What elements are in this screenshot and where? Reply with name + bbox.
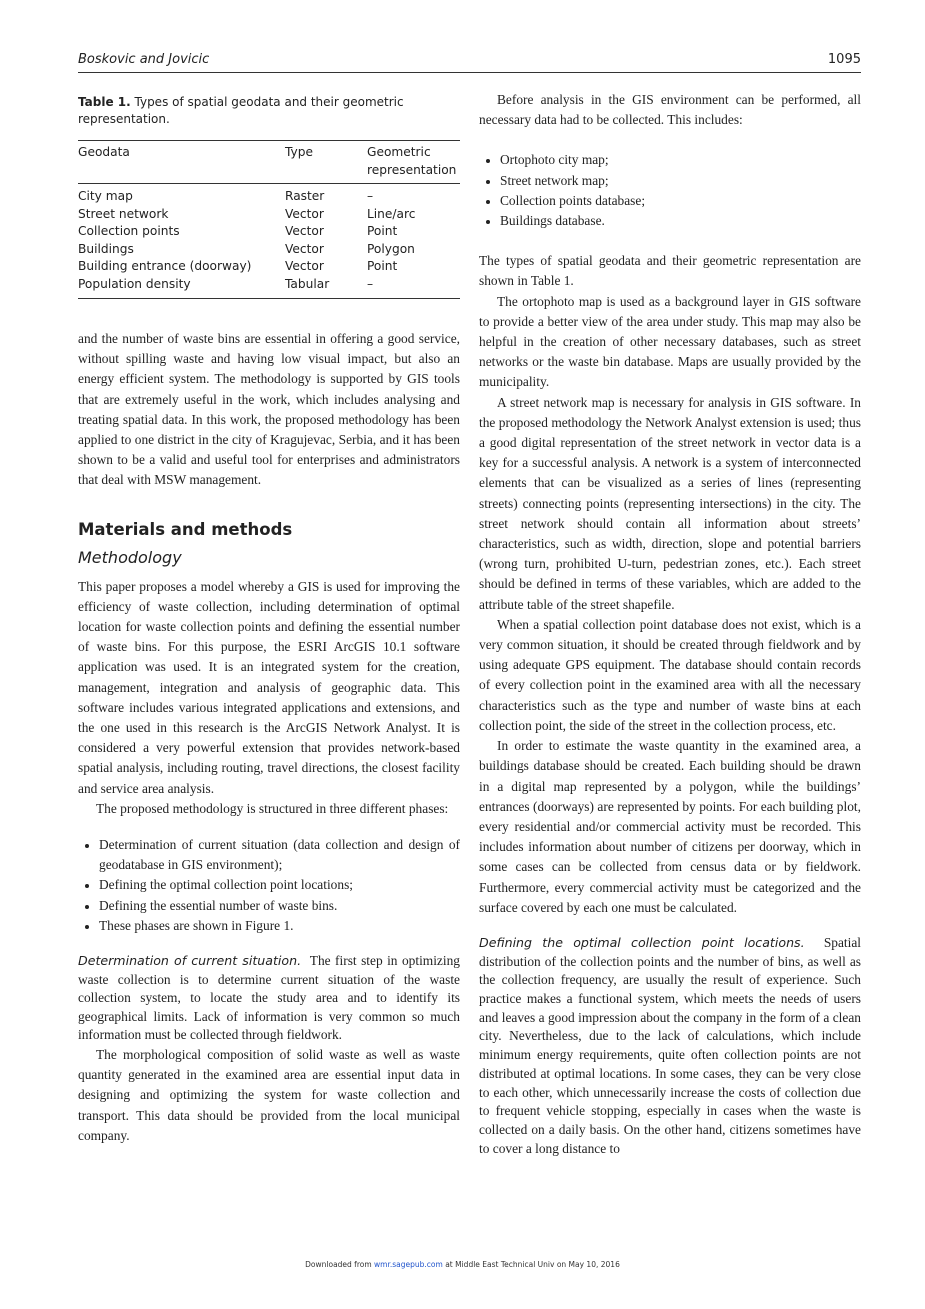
table-cell: Point [367, 224, 398, 238]
download-footer [0, 1260, 925, 1269]
table-cell: Street network [78, 206, 169, 221]
list-item: • Street network map; [500, 171, 861, 191]
subsection-heading: Methodology [78, 547, 182, 567]
table-cell: Line/arc [367, 206, 416, 221]
table-cell: Raster [285, 189, 325, 203]
current-situation-heading: Determination of current situation. [78, 953, 302, 969]
table-cell: Vector [285, 241, 324, 256]
table-caption-text: Types of spatial geodata and their geometric representation. [78, 95, 404, 126]
list-item: • Defining the essential number of waste bins. [99, 896, 460, 916]
running-header-authors: Boskovic and Jovicic [78, 52, 210, 67]
page-number: 1095 [827, 52, 861, 67]
list-item: • Determination of current situation (data collection and design of geodatabase in GIS environment); [99, 835, 460, 875]
buildings-database-paragraph: In order to estimate the waste quantity in the examined area, a buildings database should be created. Each building should be drawn in a digital map represented by a polygon, while the buildings’ entrances (doorways) are represented by points. For each building plot, every residential and/or commercial activity must be recorded. This includes information about number of citizens per doorway, which in some cases can be collected from census data or by fieldwork. Furthermore, every commercial activity must be categorized and the surface covered by each one must be calculated. [479, 738, 861, 915]
table-cell: Building entrance (doorway) [78, 259, 252, 273]
phases-list [78, 835, 460, 936]
data-list [479, 150, 861, 231]
table-cell: – [367, 276, 374, 291]
list-item: • These phases are shown in Figure 1. [99, 916, 460, 936]
table-row [78, 223, 460, 241]
types-paragraph: The types of spatial geodata and their geometric representation are shown in Table 1. [479, 253, 861, 289]
collection-database-paragraph: When a spatial collection point database does not exist, which is a very common situation, it should be created through fieldwork and by using adequate GPS equipment. The database should contain records of every collection point in the examined area with all the necessary characteristics such as the type and number of waste bins at each collection point, the side of the street in the collection process, etc. [479, 616, 861, 733]
list-item: • Collection points database; [500, 191, 861, 211]
table-label: Table 1. [78, 95, 131, 109]
table-cell: Vector [285, 259, 324, 273]
table-cell: Buildings [78, 241, 134, 256]
right-column [479, 90, 861, 1158]
street-network-paragraph: A street network map is necessary for analysis in GIS software. In the proposed methodology the Network Analyst extension is used; thus a good digital representation of the street network in vector data is a key for a successful analysis. A network is a system of interconnected elements that can be visualized as a series of lines (representing streets) connecting points (representing intersections) in the city. The street network should contain all information about streets’ characteristics, such as width, direction, slope and potential barriers (wrong turn, prohibited U-turn, pedestrian zones, etc.). Each street should be defined in terms of these variables, which are added to the attribute table of the street shapefile. [479, 394, 861, 612]
table-cell: Polygon [367, 241, 415, 256]
table-cell: Point [367, 259, 398, 273]
table-cell: Vector [285, 206, 324, 221]
table-cell: Collection points [78, 224, 180, 238]
section-heading: Materials and methods [78, 519, 293, 539]
list-item: • Buildings database. [500, 211, 861, 231]
optimal-locations-text: Spatial distribution of the collection points and the number of bins, as well as the collection frequency, are usually the result of experience. Such practice makes a functional system, which meets the needs of users and leaves a good impression about the company in the form of a clean city. Nevertheless, due to the lack of calculations, which include minimum energy requirements, quite often collection points are not distributed at optimal locations. In some cases, they can be very close to each other, which unnecessarily increase the costs of collection due to frequent vehicle stopping, especially in cases when the waste is collected on a daily basis. On the other hand, citizens sometimes have to cover a long distance to [479, 934, 862, 1156]
table-row [78, 258, 460, 276]
left-column [78, 90, 460, 1146]
table-header-row [78, 141, 460, 184]
optimal-locations-heading: Defining the optimal collection point locations. [479, 934, 805, 950]
list-item: • Ortophoto city map; [500, 150, 861, 170]
footer-prefix: Downloaded from [305, 1260, 372, 1269]
current-situation-text: The first step in optimizing waste collection is to determine current situation of the waste collection system, to locate the study area and to identify its geographical limits. Lack of information is very common so much information must be collected through fieldwork. [78, 953, 460, 1043]
running-header [78, 50, 861, 73]
methodology-paragraph-2: The proposed methodology is structured in three different phases: [96, 800, 449, 816]
list-item: • Defining the optimal collection point locations; [99, 875, 460, 895]
geodata-table [78, 140, 460, 299]
morphology-paragraph: The morphological composition of solid waste as well as waste quantity generated in the examined area are essential input data in designing and optimizing the system for waste collection and transport. This data should be provided from the local municipal company. [78, 1047, 460, 1143]
table-row [78, 276, 460, 299]
table-cell: City map [78, 189, 133, 203]
optimal-locations-paragraph [479, 934, 861, 1158]
current-situation-paragraph [78, 952, 460, 1045]
table-header-geodata: Geodata [78, 145, 130, 159]
table-cell: Vector [285, 224, 324, 238]
footer-link[interactable]: wmr.sagepub.com [374, 1260, 443, 1269]
ortophoto-paragraph: The ortophoto map is used as a background layer in GIS software to provide a better view of the area under study. This map may also be helpful in the creation of other necessary databases, such as street networks or the waste bin database. Maps are usually provided by the municipality. [479, 293, 861, 390]
table-row [78, 184, 460, 206]
table-cell: – [367, 189, 374, 203]
table-header-type: Type [285, 145, 313, 159]
intro-paragraph: and the number of waste bins are essential in offering a good service, without spilling waste and having low visual impact, but also an energy efficient system. The methodology is supported by GIS tools that are extremely useful in the work, which includes analysing and treating spatial data. In this work, the proposed methodology has been applied to one district in the city of Kragujevac, Serbia, and it has been shown to be a valid and useful tool for enterprises and administrators that deal with MSW management. [78, 331, 460, 488]
table-header-geometric-representation: Geometric representation [367, 145, 457, 177]
footer-suffix: at Middle East Technical Univ on May 10, 2016 [445, 1260, 620, 1269]
table-cell: Population density [78, 276, 191, 291]
table-row [78, 241, 460, 259]
table-row [78, 206, 460, 224]
table-caption [78, 94, 460, 128]
table-cell: Tabular [285, 276, 330, 291]
before-analysis-paragraph: Before analysis in the GIS environment can be performed, all necessary data had to be collected. This includes: [479, 92, 861, 128]
methodology-paragraph-1: This paper proposes a model whereby a GIS is used for improving the efficiency of waste collection, including determination of optimal location for waste collection points and defining the essential number of waste bins. For this purpose, the ESRI ArcGIS 10.1 software application was used. It is an integrated system for the creation, management, integration and analysis of geographic data. This software includes various integrated applications and extensions, and the one used in this research is the ArcGIS Network Analyst. It is considered a very powerful extension that provides network-based spatial analysis, including routing, travel directions, the closest facility and service area analysis. [78, 578, 460, 796]
